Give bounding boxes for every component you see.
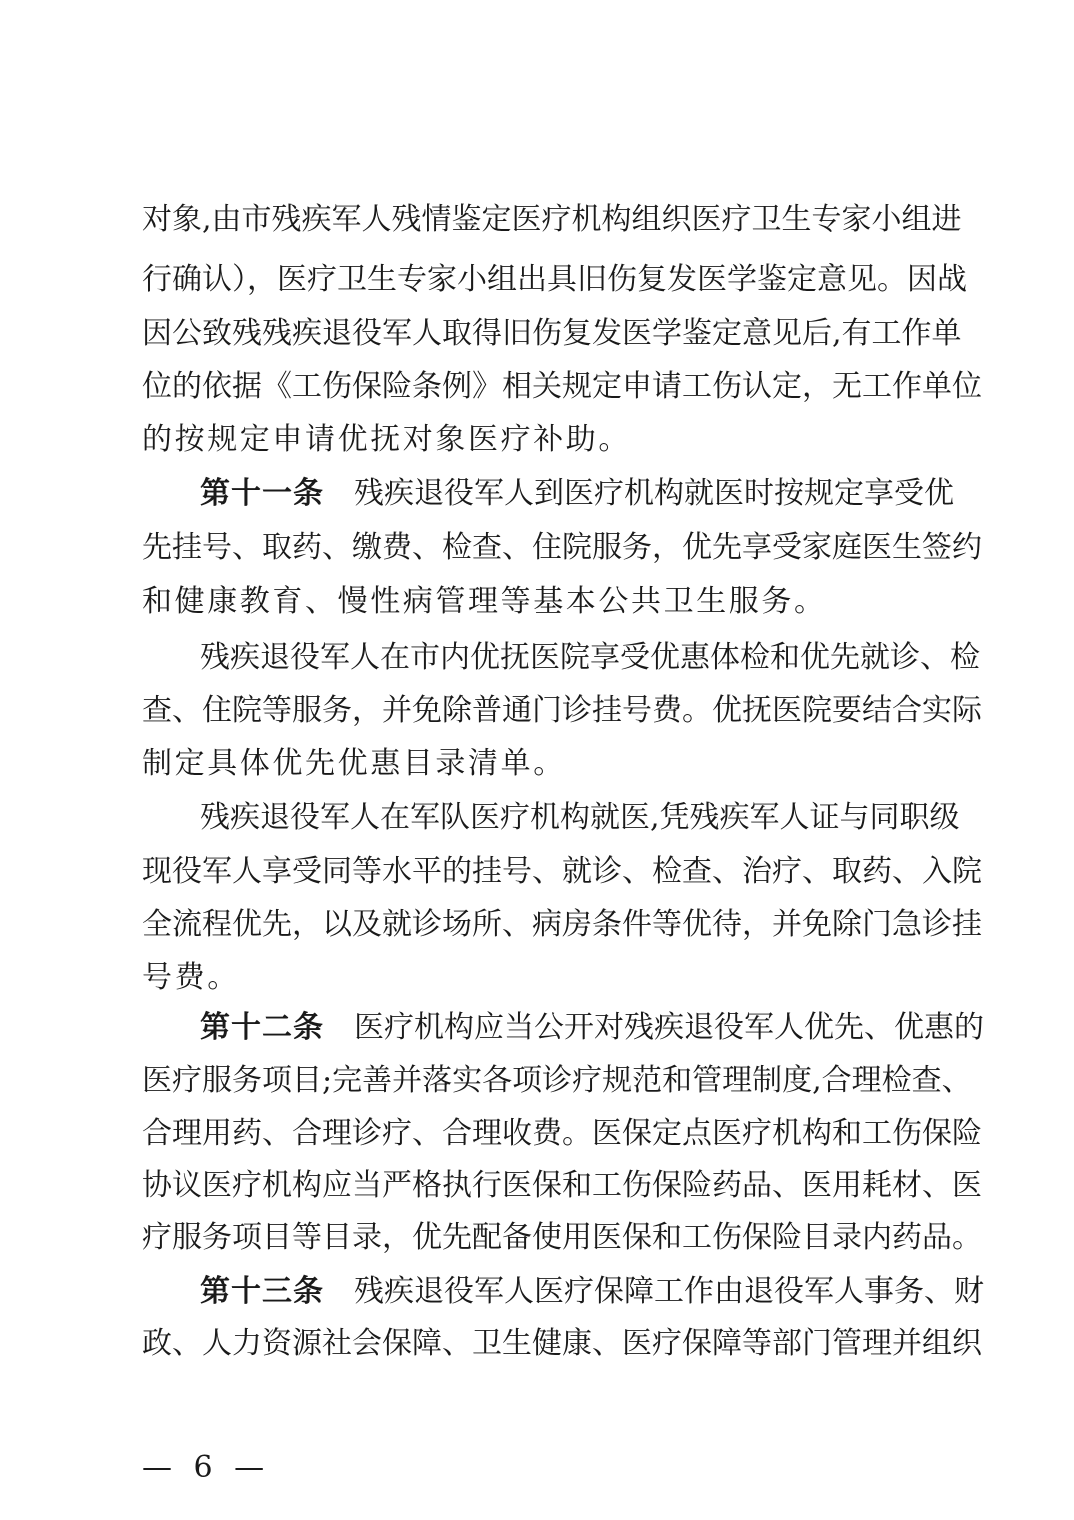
article-heading: 第十二条 (200, 1010, 324, 1045)
text-line (142, 582, 938, 622)
line-text: 政、人力资源社会保障、卫生健康、医疗保障等部门管理并组织 (142, 1326, 982, 1361)
line-text: 对象,由市残疾军人残情鉴定医疗机构组织医疗卫生专家小组进 (142, 202, 962, 237)
line-text: 残疾退役军人到医疗机构就医时按规定享受优 (354, 476, 954, 511)
text-line (142, 1166, 982, 1206)
line-text: 残疾退役军人在军队医疗机构就医,凭残疾军人证与同职级 (200, 800, 960, 835)
text-line (142, 528, 982, 568)
line-text: 因公致残残疾退役军人取得旧伤复发医学鉴定意见后,有工作单 (142, 316, 962, 351)
line-text: 行确认），医疗卫生专家小组出具旧伤复发医学鉴定意见。因战 (142, 262, 967, 297)
text-line (142, 260, 967, 300)
text-line (142, 367, 982, 407)
text-line (142, 1324, 982, 1364)
text-line (200, 798, 960, 838)
line-text: 查、住院等服务，并免除普通门诊挂号费。优抚医院要结合实际 (142, 693, 982, 728)
line-text: 现役军人享受同等水平的挂号、就诊、检查、治疗、取药、入院 (142, 854, 982, 889)
line-text: 和健康教育、慢性病管理等基本公共卫生服务。 (142, 584, 827, 619)
line-text: 残疾退役军人医疗保障工作由退役军人事务、财 (354, 1274, 984, 1309)
line-text: 残疾退役军人在市内优抚医院享受优惠体检和优先就诊、检 (200, 640, 980, 675)
text-line (142, 744, 938, 784)
text-line (142, 1218, 982, 1258)
text-line (142, 691, 982, 731)
text-line (142, 1114, 982, 1154)
line-text: 全流程优先，以及就诊场所、病房条件等优待，并免除门急诊挂 (142, 907, 982, 942)
article-line (200, 474, 954, 514)
line-text: 号费。 (142, 960, 240, 995)
line-text: 协议医疗机构应当严格执行医保和工伤保险药品、医用耗材、医 (142, 1168, 982, 1203)
text-line (142, 314, 962, 354)
article-line (200, 1272, 984, 1312)
text-line (142, 420, 938, 460)
line-text: 疗服务项目等目录，优先配备使用医保和工伤保险目录内药品。 (142, 1220, 982, 1255)
page-number: — 6 — (142, 1450, 271, 1485)
line-text: 医疗服务项目;完善并落实各项诊疗规范和管理制度,合理检查、 (142, 1063, 972, 1098)
text-line (142, 200, 962, 240)
article-line (200, 1008, 984, 1048)
line-text: 合理用药、合理诊疗、合理收费。医保定点医疗机构和工伤保险 (142, 1116, 982, 1151)
article-heading: 第十三条 (200, 1274, 324, 1309)
article-heading: 第十一条 (200, 476, 324, 511)
text-line (142, 958, 938, 998)
line-text: 先挂号、取药、缴费、检查、住院服务，优先享受家庭医生签约 (142, 530, 982, 565)
line-text: 医疗机构应当公开对残疾退役军人优先、优惠的 (354, 1010, 984, 1045)
line-text: 位的依据《工伤保险条例》相关规定申请工伤认定，无工作单位 (142, 369, 982, 404)
line-text: 的按规定申请优抚对象医疗补助。 (142, 422, 631, 457)
line-text: 制定具体优先优惠目录清单。 (142, 746, 566, 781)
text-line (200, 638, 980, 678)
text-line (142, 1061, 972, 1101)
text-line (142, 905, 982, 945)
text-line (142, 852, 982, 892)
